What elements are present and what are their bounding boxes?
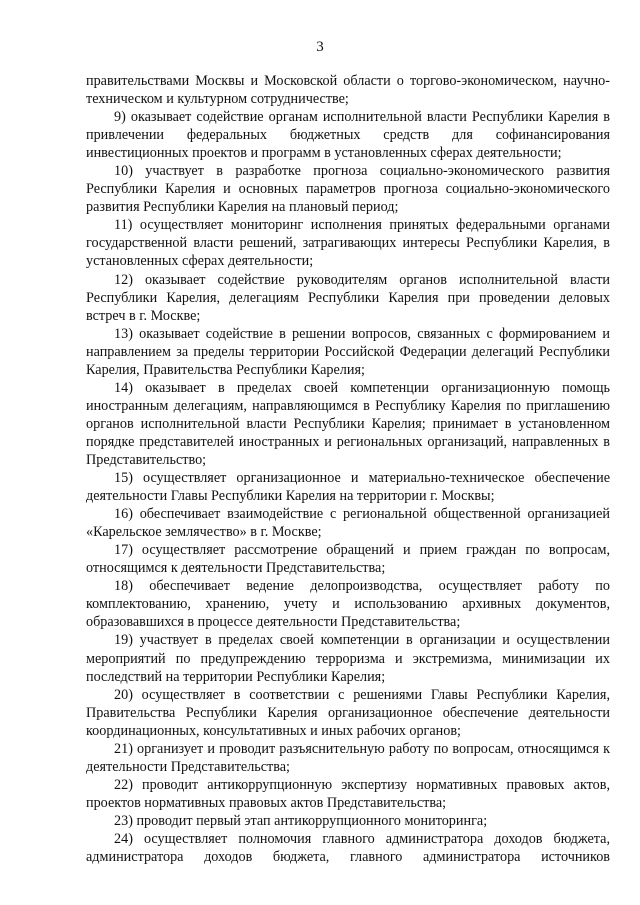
- paragraph-item-24: 24) осуществляет полномочия главного администратора доходов бюджета, администратора доходов бюджета, главного администратора источников: [86, 830, 610, 866]
- paragraph-item-13: 13) оказывает содействие в решении вопросов, связанных с формированием и направлением за пределы территории Российской Федерации делегаций Республики Карелия, Правительства Республики Карелия;: [86, 325, 610, 378]
- paragraph-item-18: 18) обеспечивает ведение делопроизводства, осуществляет работу по комплектованию, хранению, учету и использованию архивных документов, образовавшихся в процессе деятельности Представительства;: [86, 578, 610, 631]
- page-number: 3: [316, 39, 324, 55]
- paragraph-item-19: 19) участвует в пределах своей компетенции в организации и осуществлении мероприятий по предупреждению терроризма и экстремизма, минимизации их последствий на территории Республики Карелия;: [86, 632, 610, 685]
- paragraph-item-21: 21) организует и проводит разъяснительную работу по вопросам, относящимся к деятельности Представительства;: [86, 740, 610, 775]
- paragraph-item-10: 10) участвует в разработке прогноза социально-экономического развития Республики Карелия и основных параметров прогноза социально-экономического развития Республики Карелия на плановый период;: [86, 163, 610, 216]
- paragraph-item-15: 15) осуществляет организационное и материально-техническое обеспечение деятельности Главы Республики Карелия на территории г. Москвы;: [86, 470, 610, 505]
- document-body: [86, 72, 610, 866]
- paragraph-item-20: 20) осуществляет в соответствии с решениями Главы Республики Карелия, Правительства Республики Карелия организационное обеспечение деятельности координационных, консультативных и иных рабочих органов;: [86, 686, 610, 739]
- paragraph-item-9: 9) оказывает содействие органам исполнительной власти Республики Карелия в привлечении федеральных бюджетных средств для софинансирования инвестиционных проектов и программ в установленных сферах деятельности;: [86, 109, 610, 162]
- paragraph-item-16: 16) обеспечивает взаимодействие с региональной общественной организацией «Карельское землячество» в г. Москве;: [86, 506, 610, 541]
- paragraph-item-22: 22) проводит антикоррупционную экспертизу нормативных правовых актов, проектов нормативных правовых актов Представительства;: [86, 776, 610, 811]
- paragraph-continuation: правительствами Москвы и Московской области о торгово-экономическом, научно-техническом и культурном сотрудничестве;: [86, 73, 610, 108]
- paragraph-item-17: 17) осуществляет рассмотрение обращений и прием граждан по вопросам, относящимся к деятельности Представительства;: [86, 542, 610, 577]
- paragraph-item-23: 23) проводит первый этап антикоррупционного мониторинга;: [114, 812, 488, 829]
- paragraph-item-12: 12) оказывает содействие руководителям органов исполнительной власти Республики Карелия, делегациям Республики Карелия при проведении деловых встреч в г. Москве;: [86, 271, 610, 324]
- paragraph-item-11: 11) осуществляет мониторинг исполнения принятых федеральными органами государственной власти решений, затрагивающих интересы Республики Карелия, в установленных сферах деятельности;: [86, 217, 610, 270]
- paragraph-item-14: 14) оказывает в пределах своей компетенции организационную помощь иностранным делегациям, направляющимся в Республику Карелия по приглашению органов исполнительной власти Республики Карелия; принимает в установленном порядке представителей иностранных и региональных организаций, направленных в Представительство;: [86, 379, 610, 468]
